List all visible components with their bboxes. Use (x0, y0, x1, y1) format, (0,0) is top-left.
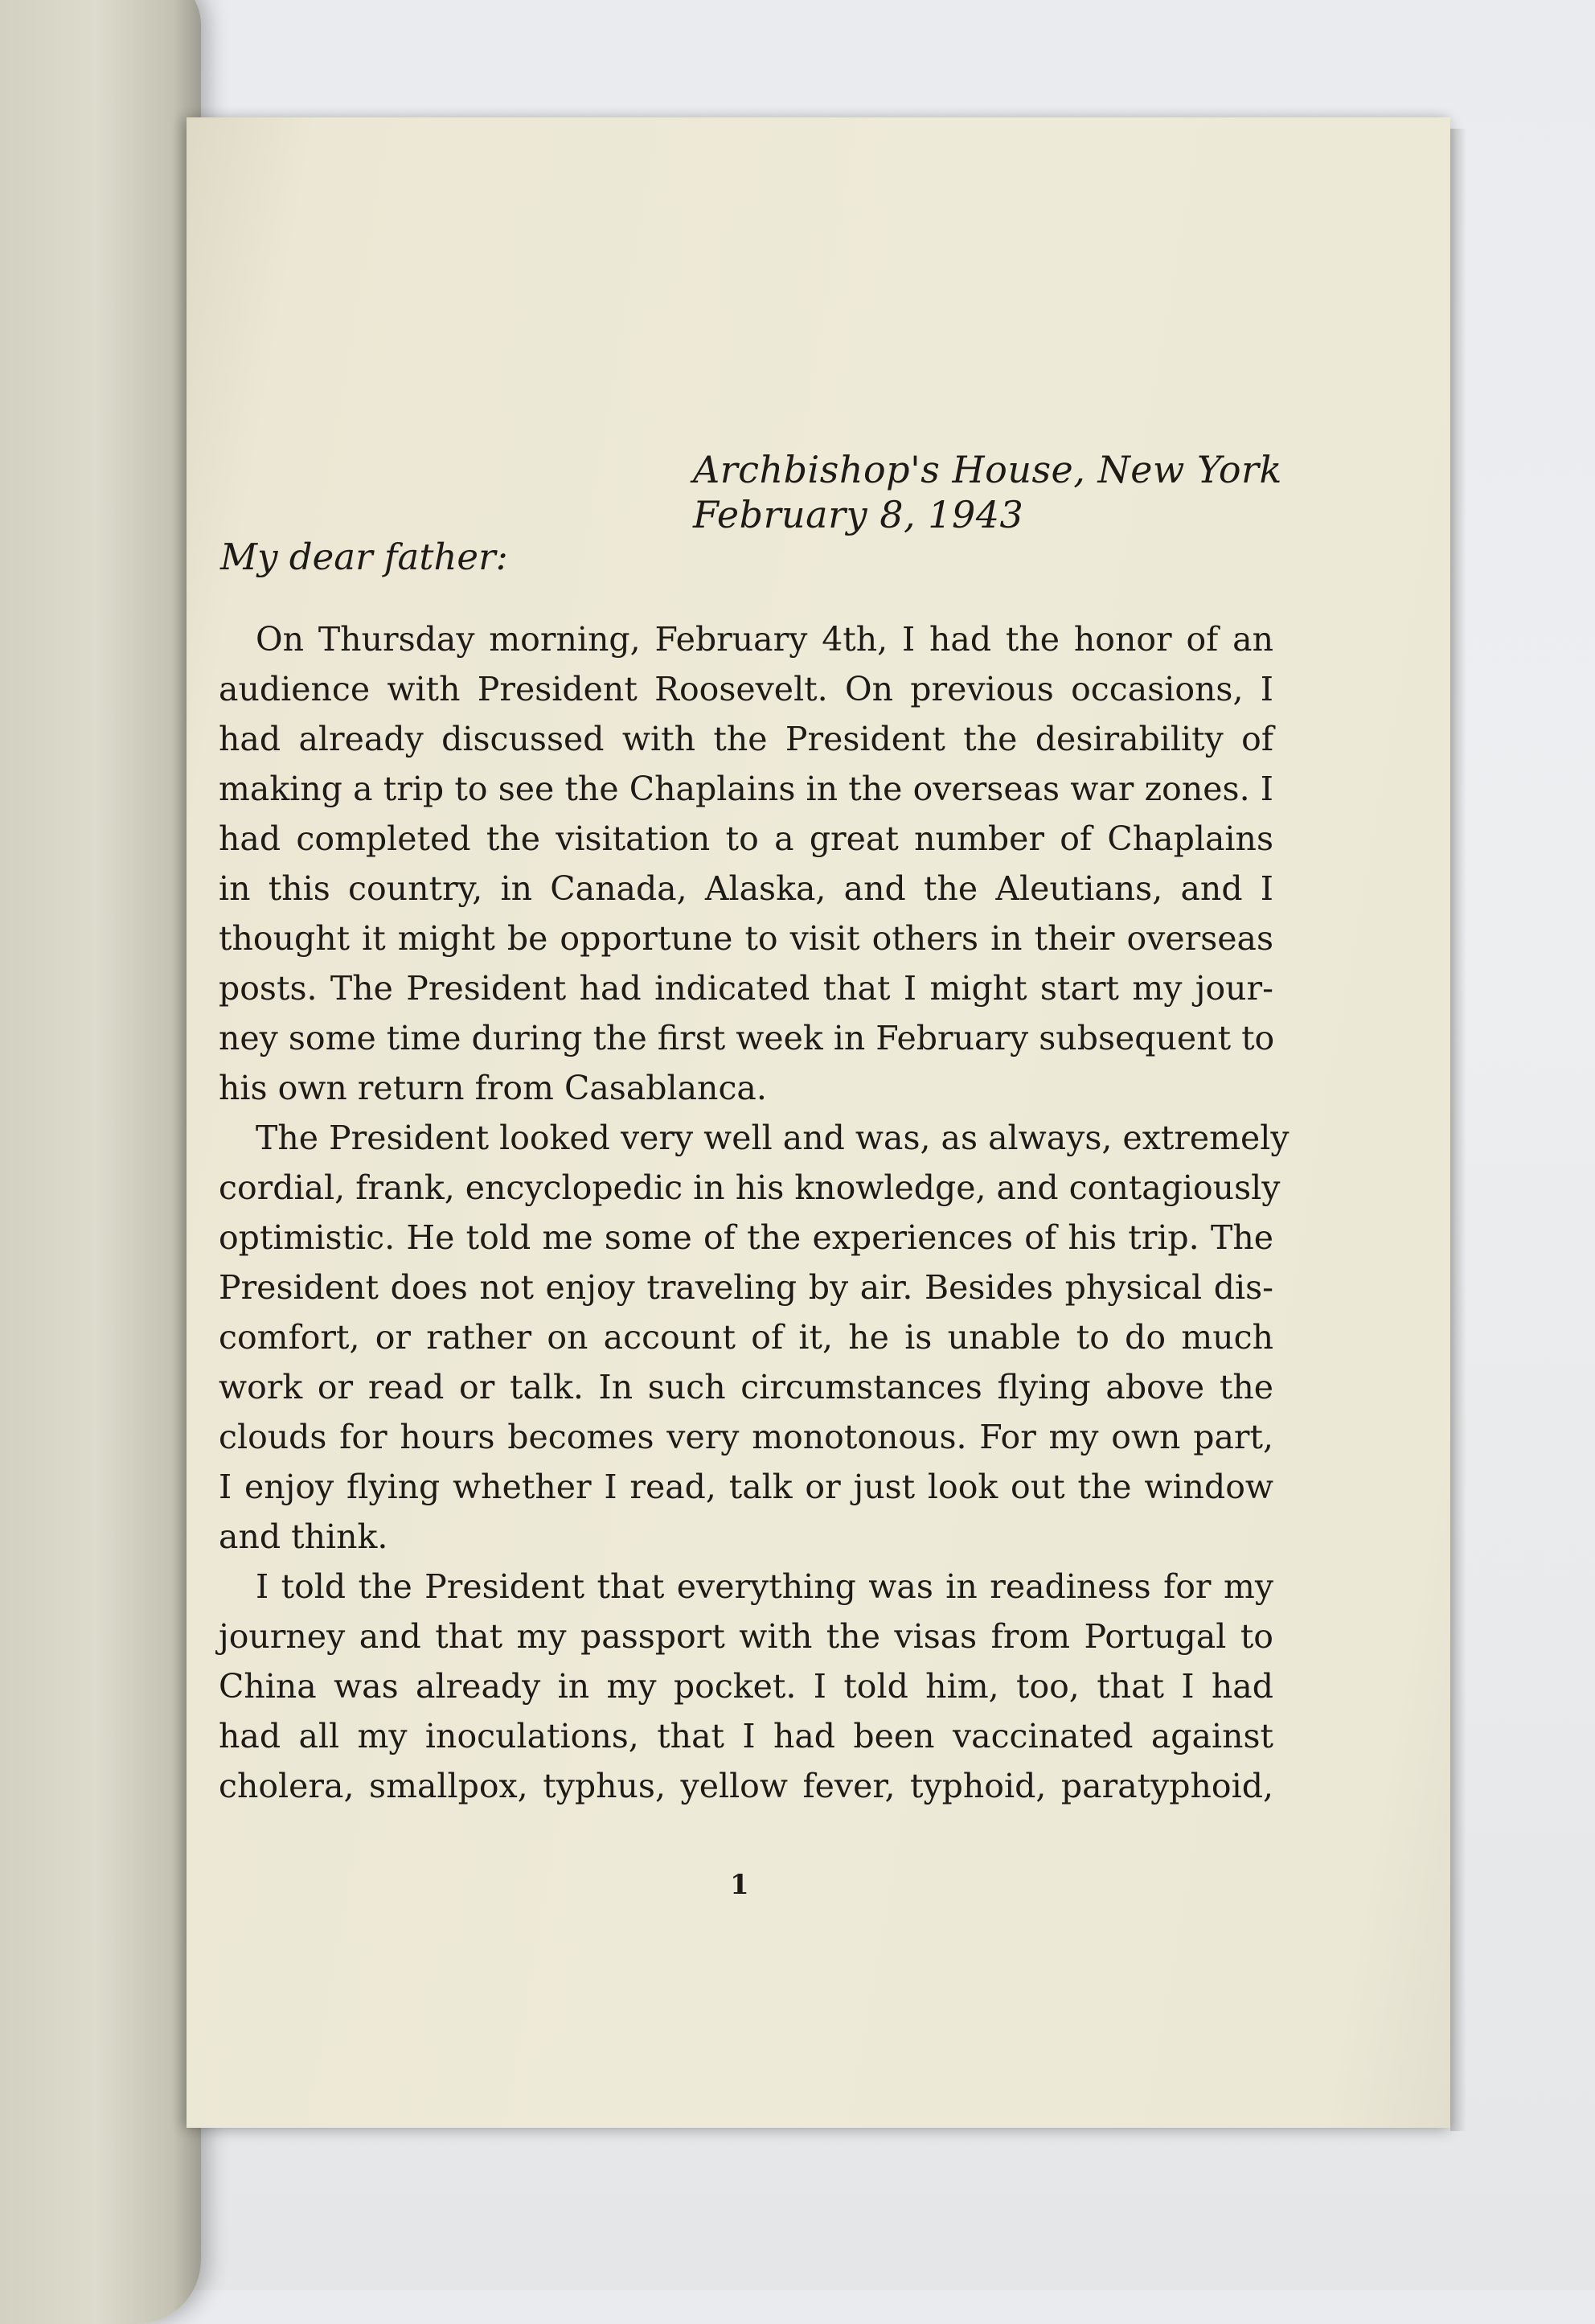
body-line: On Thursday morning, February 4th, I had the honor of an (256, 620, 1273, 659)
body-line: President does not enjoy traveling by air. Besides physical dis- (219, 1268, 1273, 1307)
page-number: 1 (730, 1869, 749, 1901)
letter-place: Archbishop's House, New York (693, 448, 1282, 491)
body-line: I enjoy flying whether I read, talk or just look out the window (219, 1468, 1273, 1506)
body-line: his own return from Casablanca. (219, 1069, 767, 1107)
book-page (187, 117, 1450, 2128)
body-line: China was already in my pocket. I told him, too, that I had (219, 1667, 1273, 1706)
body-line: ney some time during the first week in February subsequent to (219, 1019, 1275, 1057)
body-line: audience with President Roosevelt. On previous occasions, I (219, 670, 1273, 708)
facing-page-edge (0, 0, 201, 2324)
body-line: making a trip to see the Chaplains in the overseas war zones. I (219, 770, 1273, 808)
letter-date: February 8, 1943 (693, 493, 1024, 536)
body-line: journey and that my passport with the visas from Portugal to (219, 1617, 1273, 1656)
body-line: The President looked very well and was, as always, extremely (256, 1119, 1290, 1157)
body-line: had completed the visitation to a great number of Chaplains (219, 819, 1273, 858)
body-line: comfort, or rather on account of it, he is unable to do much (219, 1318, 1273, 1357)
body-line: and think. (219, 1517, 388, 1556)
body-line: work or read or talk. In such circumstances flying above the (219, 1368, 1273, 1406)
body-line: thought it might be opportune to visit others in their overseas (219, 919, 1273, 958)
body-line: optimistic. He told me some of the experiences of his trip. The (219, 1218, 1273, 1257)
body-line: posts. The President had indicated that I might start my jour- (219, 969, 1273, 1008)
letter-heading (693, 447, 1282, 537)
body-line: cordial, frank, encyclopedic in his knowledge, and contagiously (219, 1168, 1281, 1207)
body-line: had all my inoculations, that I had been vaccinated against (219, 1717, 1273, 1755)
letter-body (219, 614, 1290, 1811)
letter-salutation: My dear father: (220, 536, 508, 578)
page-edge-shadow (1450, 129, 1466, 2131)
body-line: clouds for hours becomes very monotonous. For my own part, (219, 1418, 1273, 1456)
body-line: had already discussed with the President the desirability of (219, 720, 1273, 758)
body-line: cholera, smallpox, typhus, yellow fever, typhoid, paratyphoid, (219, 1767, 1273, 1805)
body-line: I told the President that everything was in readiness for my (256, 1567, 1273, 1606)
body-line: in this country, in Canada, Alaska, and the Aleutians, and I (219, 869, 1273, 908)
